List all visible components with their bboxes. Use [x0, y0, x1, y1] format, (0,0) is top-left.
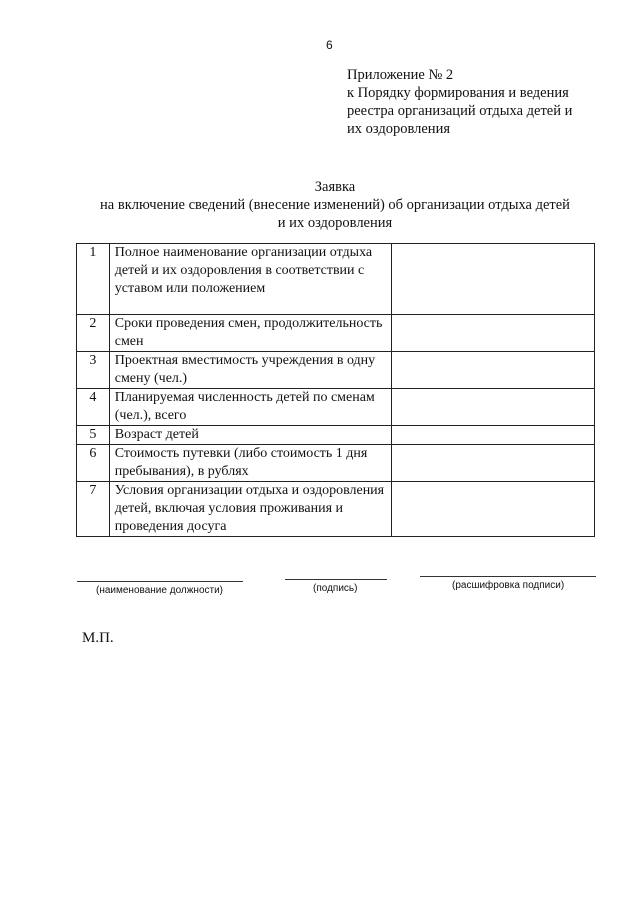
row-value-cell[interactable] — [392, 352, 595, 389]
row-number: 1 — [77, 244, 110, 315]
row-value-cell[interactable] — [392, 445, 595, 482]
appendix-line: их оздоровления — [347, 121, 450, 137]
title-subtitle-line2: и их оздоровления — [277, 215, 393, 231]
stamp-place-label: М.П. — [82, 630, 114, 646]
table-row — [77, 389, 595, 426]
row-label: Стоимость путевки (либо стоимость 1 дня пребывания), в рублях — [109, 445, 391, 482]
row-label: Возраст детей — [109, 426, 391, 445]
row-label: Сроки проведения смен, продолжительность смен — [109, 315, 391, 352]
row-value-cell[interactable] — [392, 389, 595, 426]
row-value-cell[interactable] — [392, 244, 595, 315]
table-row — [77, 315, 595, 352]
title-subtitle-line1: на включение сведений (внесение изменений) об организации отдыха детей — [100, 197, 570, 213]
application-table — [76, 243, 595, 537]
document-title — [60, 178, 610, 232]
row-number: 6 — [77, 445, 110, 482]
table-row — [77, 482, 595, 537]
decoding-signature-line[interactable] — [420, 576, 596, 577]
row-label: Полное наименование организации отдыха детей и их оздоровления в соответствии с уставом или положением — [109, 244, 391, 315]
row-number: 7 — [77, 482, 110, 537]
row-number: 2 — [77, 315, 110, 352]
table-row — [77, 426, 595, 445]
table-row — [77, 244, 595, 315]
decoding-caption: (расшифровка подписи) — [452, 580, 565, 591]
row-label: Проектная вместимость учреждения в одну смену (чел.) — [109, 352, 391, 389]
appendix-line: реестра организаций отдыха детей и — [347, 103, 573, 119]
row-number: 5 — [77, 426, 110, 445]
appendix-header — [347, 66, 617, 138]
row-number: 3 — [77, 352, 110, 389]
position-signature-line[interactable] — [77, 581, 243, 582]
appendix-line: к Порядку формирования и ведения — [347, 85, 569, 101]
row-label: Планируемая численность детей по сменам (чел.), всего — [109, 389, 391, 426]
table-row — [77, 352, 595, 389]
row-value-cell[interactable] — [392, 482, 595, 537]
title-heading: Заявка — [314, 179, 356, 195]
page-number: 6 — [326, 38, 333, 52]
appendix-line: Приложение № 2 — [347, 67, 454, 83]
signature-line[interactable] — [285, 579, 387, 580]
row-value-cell[interactable] — [392, 315, 595, 352]
row-number: 4 — [77, 389, 110, 426]
row-label: Условия организации отдыха и оздоровления детей, включая условия проживания и проведения досуга — [109, 482, 391, 537]
signature-caption: (подпись) — [313, 583, 358, 594]
table-row — [77, 445, 595, 482]
row-value-cell[interactable] — [392, 426, 595, 445]
position-caption: (наименование должности) — [96, 585, 224, 596]
